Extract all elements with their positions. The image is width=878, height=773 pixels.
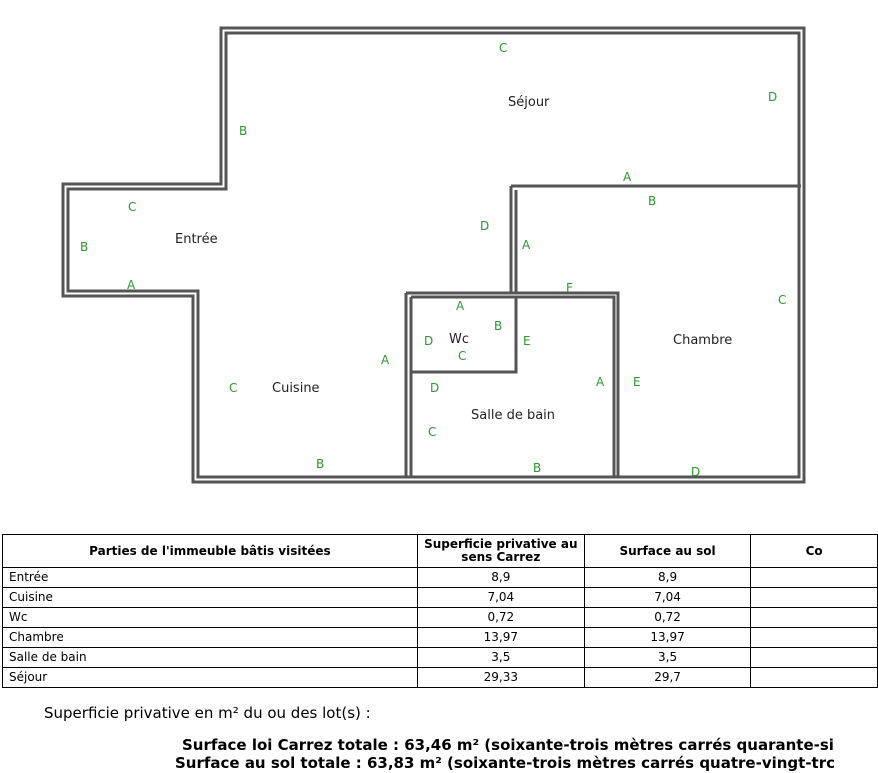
total-carrez: Surface loi Carrez totale : 63,46 m² (soixante-trois mètres carrés quarante-si — [182, 736, 834, 754]
wall-letter: C — [778, 293, 787, 307]
header-carrez: Superficie privative au sens Carrez — [417, 535, 584, 568]
table-header-row — [3, 535, 878, 568]
wall-letter: B — [239, 124, 248, 138]
cell-sol: 13,97 — [584, 628, 750, 648]
cell-carrez: 3,5 — [417, 648, 584, 668]
wall-letter: B — [316, 457, 325, 471]
table-row — [3, 648, 878, 668]
wall-letter: E — [633, 375, 641, 389]
cell-room: Cuisine — [3, 588, 418, 608]
cell-extra — [751, 668, 878, 688]
table-row — [3, 628, 878, 648]
table-row — [3, 668, 878, 688]
cell-room: Chambre — [3, 628, 418, 648]
wall-letter: D — [480, 219, 490, 233]
cell-extra — [751, 608, 878, 628]
cell-room: Salle de bain — [3, 648, 418, 668]
wc-sdb-block-inner — [411, 297, 614, 477]
wall-letter: A — [127, 278, 136, 292]
outer-wall-inner — [68, 33, 799, 477]
cell-extra — [751, 648, 878, 668]
wall-letter: A — [623, 170, 632, 184]
total-sol: Surface au sol totale : 63,83 m² (soixante-trois mètres carrés quatre-vingt-trc — [175, 754, 836, 772]
cell-carrez: 0,72 — [417, 608, 584, 628]
cell-extra — [751, 628, 878, 648]
wall-letter: C — [499, 41, 508, 55]
cell-sol: 0,72 — [584, 608, 750, 628]
wall-letter: B — [80, 240, 89, 254]
cell-sol: 3,5 — [584, 648, 750, 668]
wall-letter: A — [381, 353, 390, 367]
wall-letter: B — [533, 461, 542, 475]
wall-letter: A — [456, 299, 465, 313]
table-row — [3, 568, 878, 588]
superficie-label: Superficie privative en m² du ou des lot(s) : — [44, 704, 371, 722]
room-label-cuisine: Cuisine — [272, 381, 320, 396]
wall-letter: C — [229, 381, 238, 395]
wall-letter: C — [458, 349, 467, 363]
wall-letter: D — [430, 381, 440, 395]
wall-letter: A — [522, 238, 531, 252]
cell-carrez: 29,33 — [417, 668, 584, 688]
room-label-chambre: Chambre — [673, 333, 733, 348]
wall-letter: D — [424, 334, 434, 348]
wall-letter: F — [566, 281, 573, 295]
cell-room: Wc — [3, 608, 418, 628]
cell-room: Entrée — [3, 568, 418, 588]
cell-carrez: 8,9 — [417, 568, 584, 588]
table-row — [3, 608, 878, 628]
cell-sol: 29,7 — [584, 668, 750, 688]
wall-letter: B — [494, 319, 503, 333]
wall-letter: C — [128, 200, 137, 214]
table-row — [3, 588, 878, 608]
cell-extra — [751, 588, 878, 608]
outer-wall — [63, 28, 804, 482]
surface-table — [2, 534, 878, 688]
header-parties: Parties de l'immeuble bâtis visitées — [3, 535, 418, 568]
header-extra: Co — [751, 535, 878, 568]
cell-extra — [751, 568, 878, 588]
cell-sol: 7,04 — [584, 588, 750, 608]
wall-letter: B — [648, 194, 657, 208]
room-label-wc: Wc — [449, 332, 470, 347]
room-label-entree: Entrée — [175, 232, 218, 247]
wall-letter: A — [596, 375, 605, 389]
cell-sol: 8,9 — [584, 568, 750, 588]
cell-room: Séjour — [3, 668, 418, 688]
cell-carrez: 7,04 — [417, 588, 584, 608]
wall-letter: D — [768, 90, 778, 104]
room-label-sejour: Séjour — [508, 95, 550, 110]
cell-carrez: 13,97 — [417, 628, 584, 648]
wall-letter: D — [691, 465, 701, 479]
header-sol: Surface au sol — [584, 535, 750, 568]
wall-letter: C — [428, 425, 437, 439]
wall-letter: E — [523, 334, 531, 348]
room-label-salle-de-bain: Salle de bain — [471, 408, 556, 423]
